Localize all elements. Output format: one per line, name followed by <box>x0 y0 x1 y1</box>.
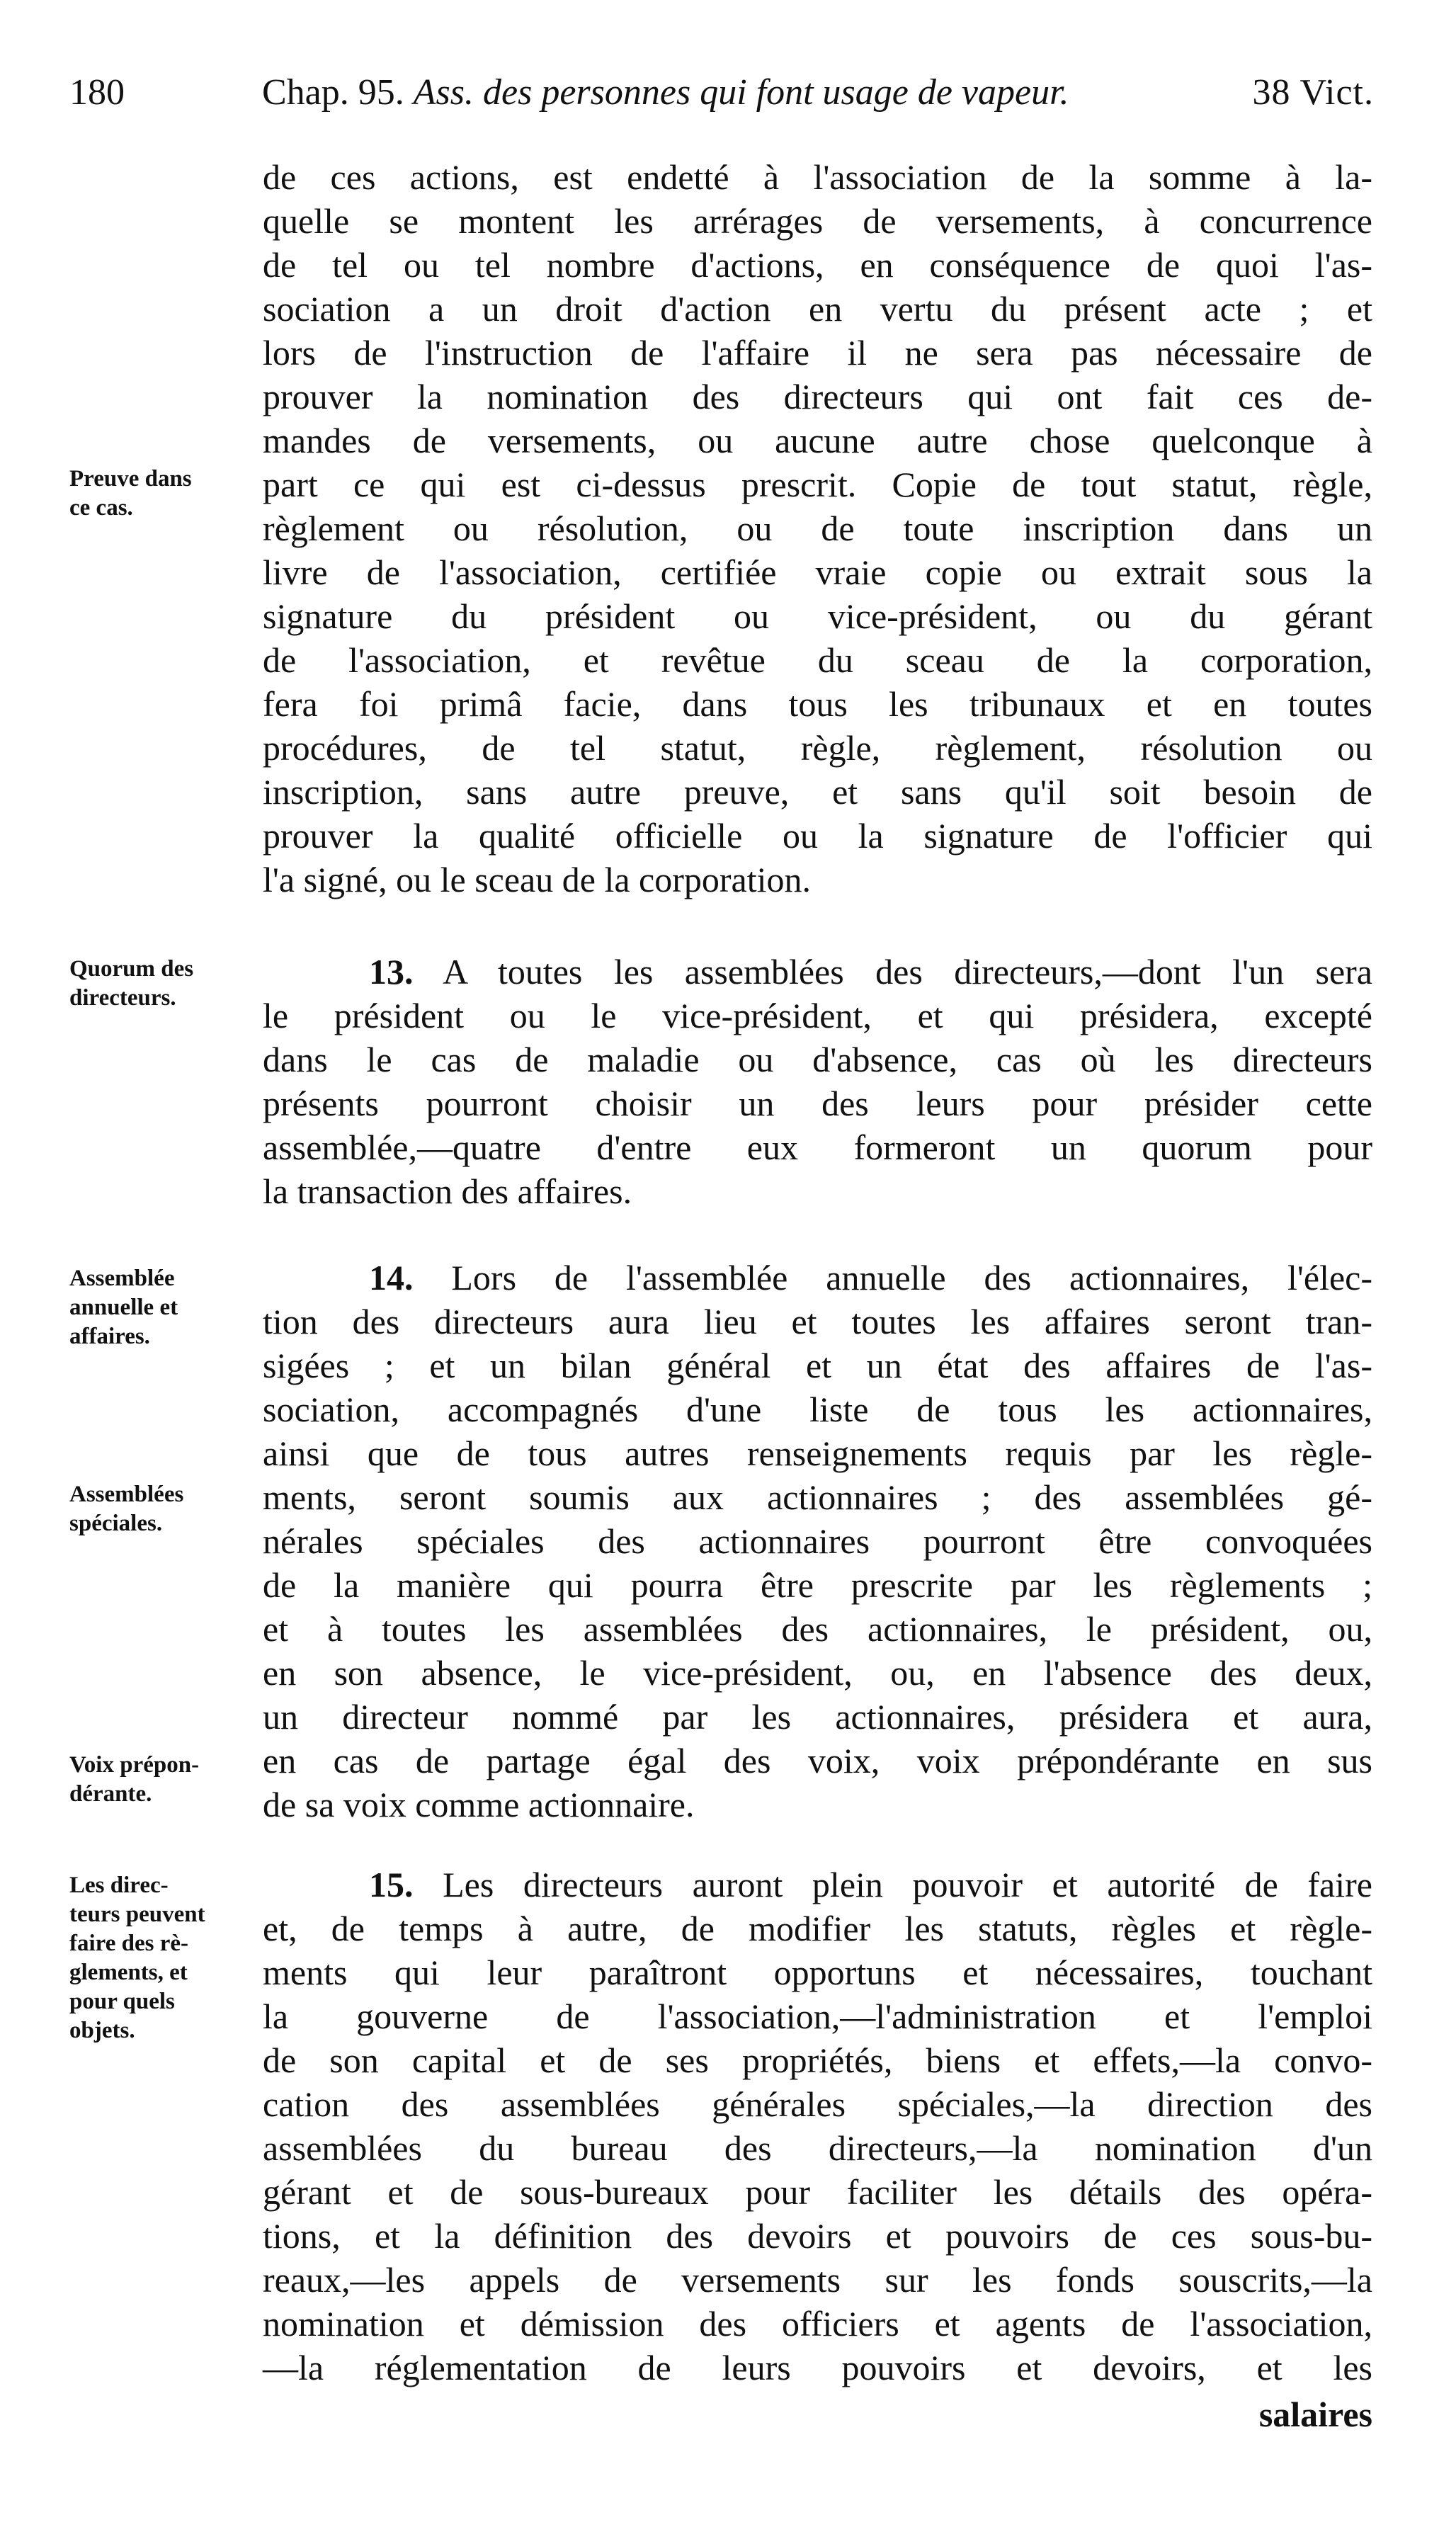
text-line: cation des assemblées générales spéciales,—la direction des <box>263 2084 1372 2124</box>
text-line: de tel ou tel nombre d'actions, en conséquence de quoi l'as- <box>263 245 1372 285</box>
text-line: gérant et de sous-bureaux pour faciliter les détails des opéra- <box>263 2172 1372 2212</box>
margin-note-assemblee-annuelle <box>69 1264 261 1351</box>
text-line: fera foi primâ facie, dans tous les tribunaux et en toutes <box>263 684 1372 724</box>
margin-note-line: spéciales. <box>69 1511 163 1536</box>
text-line: sociation, accompagnés d'une liste de tous les actionnaires, <box>263 1390 1372 1429</box>
margin-note-line: Quorum des <box>69 956 194 982</box>
text-line: tion des directeurs aura lieu et toutes les affaires seront tran- <box>263 1302 1372 1341</box>
text-line: tions, et la définition des devoirs et pouvoirs de ces sous-bu- <box>263 2216 1372 2256</box>
margin-note-line: glements, et <box>69 1960 188 1985</box>
margin-note-line: objets. <box>69 2018 135 2043</box>
running-header <box>69 68 1374 118</box>
chapter-title: Ass. des personnes qui font usage de vapeur. <box>413 72 1069 113</box>
text-line: sociation a un droit d'action en vertu du présent acte ; et <box>263 289 1372 329</box>
margin-note-line: affaires. <box>69 1324 150 1349</box>
text-line: quelle se montent les arrérages de versements, à concurrence <box>263 201 1372 241</box>
margin-note-preuve <box>69 465 261 523</box>
text-line: de sa voix comme actionnaire. <box>263 1785 695 1824</box>
text-line: l'a signé, ou le sceau de la corporation. <box>263 860 811 899</box>
text-line: ments qui leur paraîtront opportuns et nécessaires, touchant <box>263 1953 1372 1992</box>
text-line: prouver la qualité officielle ou la signature de l'officier qui <box>263 816 1372 856</box>
text-line: et, de temps à autre, de modifier les statuts, règles et règle- <box>263 1909 1372 1948</box>
catchword: salaires <box>1258 2395 1372 2434</box>
margin-note-voix-preponderante <box>69 1751 261 1809</box>
text-line: règlement ou résolution, ou de toute inscription dans un <box>263 509 1372 548</box>
margin-note-line: pour quels <box>69 1989 175 2014</box>
margin-note-line: Les direc- <box>69 1873 169 1898</box>
text-line: signature du président ou vice-président, ou du gérant <box>263 596 1372 636</box>
page-number: 180 <box>69 72 125 113</box>
text-line: et à toutes les assemblées des actionnaires, le président, ou, <box>263 1609 1372 1649</box>
section-number: 14. <box>369 1258 414 1297</box>
margin-note-line: dérante. <box>69 1781 152 1807</box>
margin-note-quorum <box>69 955 261 1013</box>
margin-note-line: Preuve dans <box>69 466 192 492</box>
text-line: en son absence, le vice-président, ou, en l'absence des deux, <box>263 1653 1372 1693</box>
text-line: 15. Les directeurs auront plein pouvoir et autorité de faire <box>369 1865 1372 1904</box>
paragraph-continuation <box>263 155 1372 902</box>
text-line: le président ou le vice-président, et qui présidera, excepté <box>263 996 1372 1035</box>
text-line: sigées ; et un bilan général et un état des affaires de l'as- <box>263 1346 1372 1385</box>
running-title <box>262 68 1069 118</box>
margin-note-line: Assemblées <box>69 1482 184 1507</box>
regnal-year: 38 Vict. <box>1252 72 1374 113</box>
text-line: la gouverne de l'association,—l'administration et l'emploi <box>263 1996 1372 2036</box>
text-line: reaux,—les appels de versements sur les fonds souscrits,—la <box>263 2260 1372 2300</box>
text-line: part ce qui est ci-dessus prescrit. Copie de tout statut, règle, <box>263 465 1372 504</box>
text-line: ainsi que de tous autres renseignements requis par les règle- <box>263 1433 1372 1473</box>
text-line: mandes de versements, ou aucune autre chose quelconque à <box>263 421 1372 460</box>
text-line: livre de l'association, certifiée vraie copie ou extrait sous la <box>263 552 1372 592</box>
text-line: de l'association, et revêtue du sceau de la corporation, <box>263 640 1372 680</box>
section-15 <box>263 1863 1372 2390</box>
text-line: ments, seront soumis aux actionnaires ; des assemblées gé- <box>263 1477 1372 1517</box>
text-line: inscription, sans autre preuve, et sans qu'il soit besoin de <box>263 772 1372 812</box>
text-line: lors de l'instruction de l'affaire il ne sera pas nécessaire de <box>263 333 1372 373</box>
text-line: la transaction des affaires. <box>263 1171 632 1211</box>
chapter-label: Chap. 95. <box>262 72 404 113</box>
text-line: un directeur nommé par les actionnaires, présidera et aura, <box>263 1697 1372 1737</box>
section-14 <box>263 1256 1372 1827</box>
margin-note-line: directeurs. <box>69 985 176 1011</box>
text-line: de la manière qui pourra être prescrite par les règlements ; <box>263 1565 1372 1605</box>
text-line: de ces actions, est endetté à l'association de la somme à la- <box>263 157 1372 197</box>
text-line: nomination et démission des officiers et agents de l'association, <box>263 2304 1372 2344</box>
margin-note-line: Voix prépon- <box>69 1752 200 1778</box>
text-line: assemblées du bureau des directeurs,—la nomination d'un <box>263 2128 1372 2168</box>
section-13 <box>263 950 1372 1213</box>
text-line: procédures, de tel statut, règle, règlement, résolution ou <box>263 728 1372 768</box>
section-number: 13. <box>369 952 414 992</box>
text-line: assemblée,—quatre d'entre eux formeront un quorum pour <box>263 1127 1372 1167</box>
text-line: en cas de partage égal des voix, voix prépondérante en sus <box>263 1741 1372 1780</box>
margin-note-line: ce cas. <box>69 495 133 521</box>
text-line: 14. Lors de l'assemblée annuelle des actionnaires, l'élec- <box>369 1258 1372 1297</box>
text-line: dans le cas de maladie ou d'absence, cas où les directeurs <box>263 1040 1372 1079</box>
margin-note-line: teurs peuvent <box>69 1902 205 1927</box>
text-line: —la réglementation de leurs pouvoirs et devoirs, et les <box>263 2348 1372 2387</box>
text-line: de son capital et de ses propriétés, biens et effets,—la convo- <box>263 2040 1372 2080</box>
text-line: prouver la nomination des directeurs qui ont fait ces de- <box>263 377 1372 416</box>
text-line: nérales spéciales des actionnaires pourront être convoquées <box>263 1521 1372 1561</box>
text-line: présents pourront choisir un des leurs pour présider cette <box>263 1084 1372 1123</box>
margin-note-assemblees-speciales <box>69 1480 261 1538</box>
margin-note-reglements <box>69 1871 261 2045</box>
section-number: 15. <box>369 1865 414 1904</box>
margin-note-line: annuelle et <box>69 1295 178 1320</box>
margin-note-line: faire des rè- <box>69 1931 188 1956</box>
text-line: 13. A toutes les assemblées des directeurs,—dont l'un sera <box>369 952 1372 992</box>
margin-note-line: Assemblée <box>69 1266 175 1291</box>
